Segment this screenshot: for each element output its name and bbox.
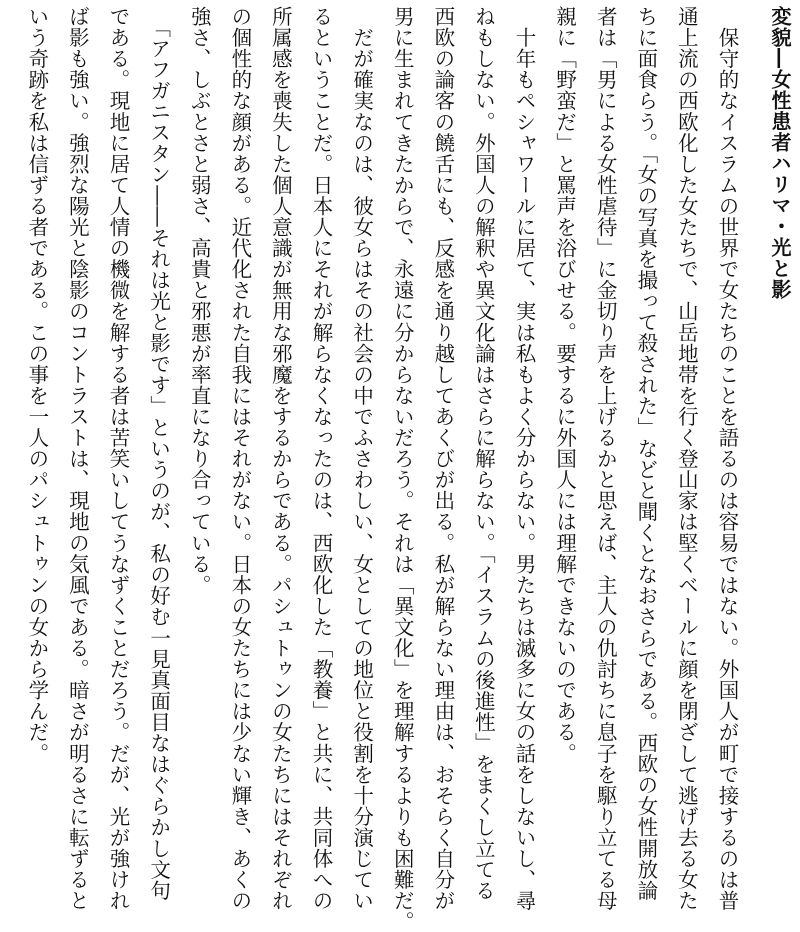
- text-column: 男に生まれてきたからで、永遠に分からないだろう。それは「異文化」を理解するよりも困難だ。: [390, 6, 415, 932]
- text-column: ねもしない。外国人の解釈や異文化論はさらに解らない。「イスラムの後進性」をまくし立てる: [471, 6, 496, 901]
- text-column: るということだ。日本人にそれが解らなくなったのは、西欧化した「教養」と共に、共同体への: [309, 6, 333, 912]
- text-column: 十年もペシャワールに居て、実は私もよく分からない。男たちは滅多に女の話をしないし、尋: [512, 6, 536, 912]
- text-column: の個性的な顔がある。近代化された自我にはそれがない。日本の女たちには少ない輝き、あくの: [227, 6, 252, 912]
- text-column: いう奇跡を私は信ずる者である。この事を一人のパシュトゥンの女から学んだ。: [24, 6, 49, 764]
- text-column: である。現地に居て人情の機微を解する者は苦笑いしてうなずくことだろう。だが、光が強けれ: [106, 6, 130, 912]
- text-column: 所属感を喪失した個人意識が無用な邪魔をするからである。パシュトゥンの女たちにはそれぞれ: [268, 6, 293, 912]
- text-column: 西欧の論客の饒舌にも、反感を通り越してあくびが出る。私が解らない理由は、おそらく自分が: [430, 6, 455, 912]
- text-column: 者は「男による女性虐待」に金切り声を上げるかと思えば、主人の仇討ちに息子を駆り立てる母: [593, 6, 618, 912]
- text-column: だが確実なのは、彼女らはその社会の中でふさわしい、女としての地位と役割を十分演じてい: [349, 6, 374, 912]
- text-column: 通上流の西欧化した女たちで、山岳地帯を行く登山家は堅くベールに顔を閉ざして逃げ去る女た: [674, 6, 699, 912]
- text-column: 親に「野蛮だ」と罵声を浴びせる。要するに外国人には理解できないのである。: [552, 6, 577, 764]
- text-column: 保守的なイスラムの世界で女たちのことを語るのは容易ではない。外国人が町で接するのは普: [715, 6, 739, 912]
- text-column: ちに面食らう。「女の写真を撮って殺された」などと聞くとなおさらである。西欧の女性開放論: [633, 6, 658, 901]
- text-column: 強さ、しぶとさと弱さ、高貴と邪悪が率直になり合っている。: [187, 6, 212, 596]
- text-column: ば影も強い。強烈な陽光と陰影のコントラストは、現地の気風である。暗さが明るさに転ずると: [65, 6, 90, 912]
- chapter-title: 変貌―女性患者ハリマ・光と影: [768, 6, 792, 300]
- text-column: 「アフガニスタン――それは光と影です」というのが、私の好む一見真面目なはぐらかし文句: [146, 6, 171, 901]
